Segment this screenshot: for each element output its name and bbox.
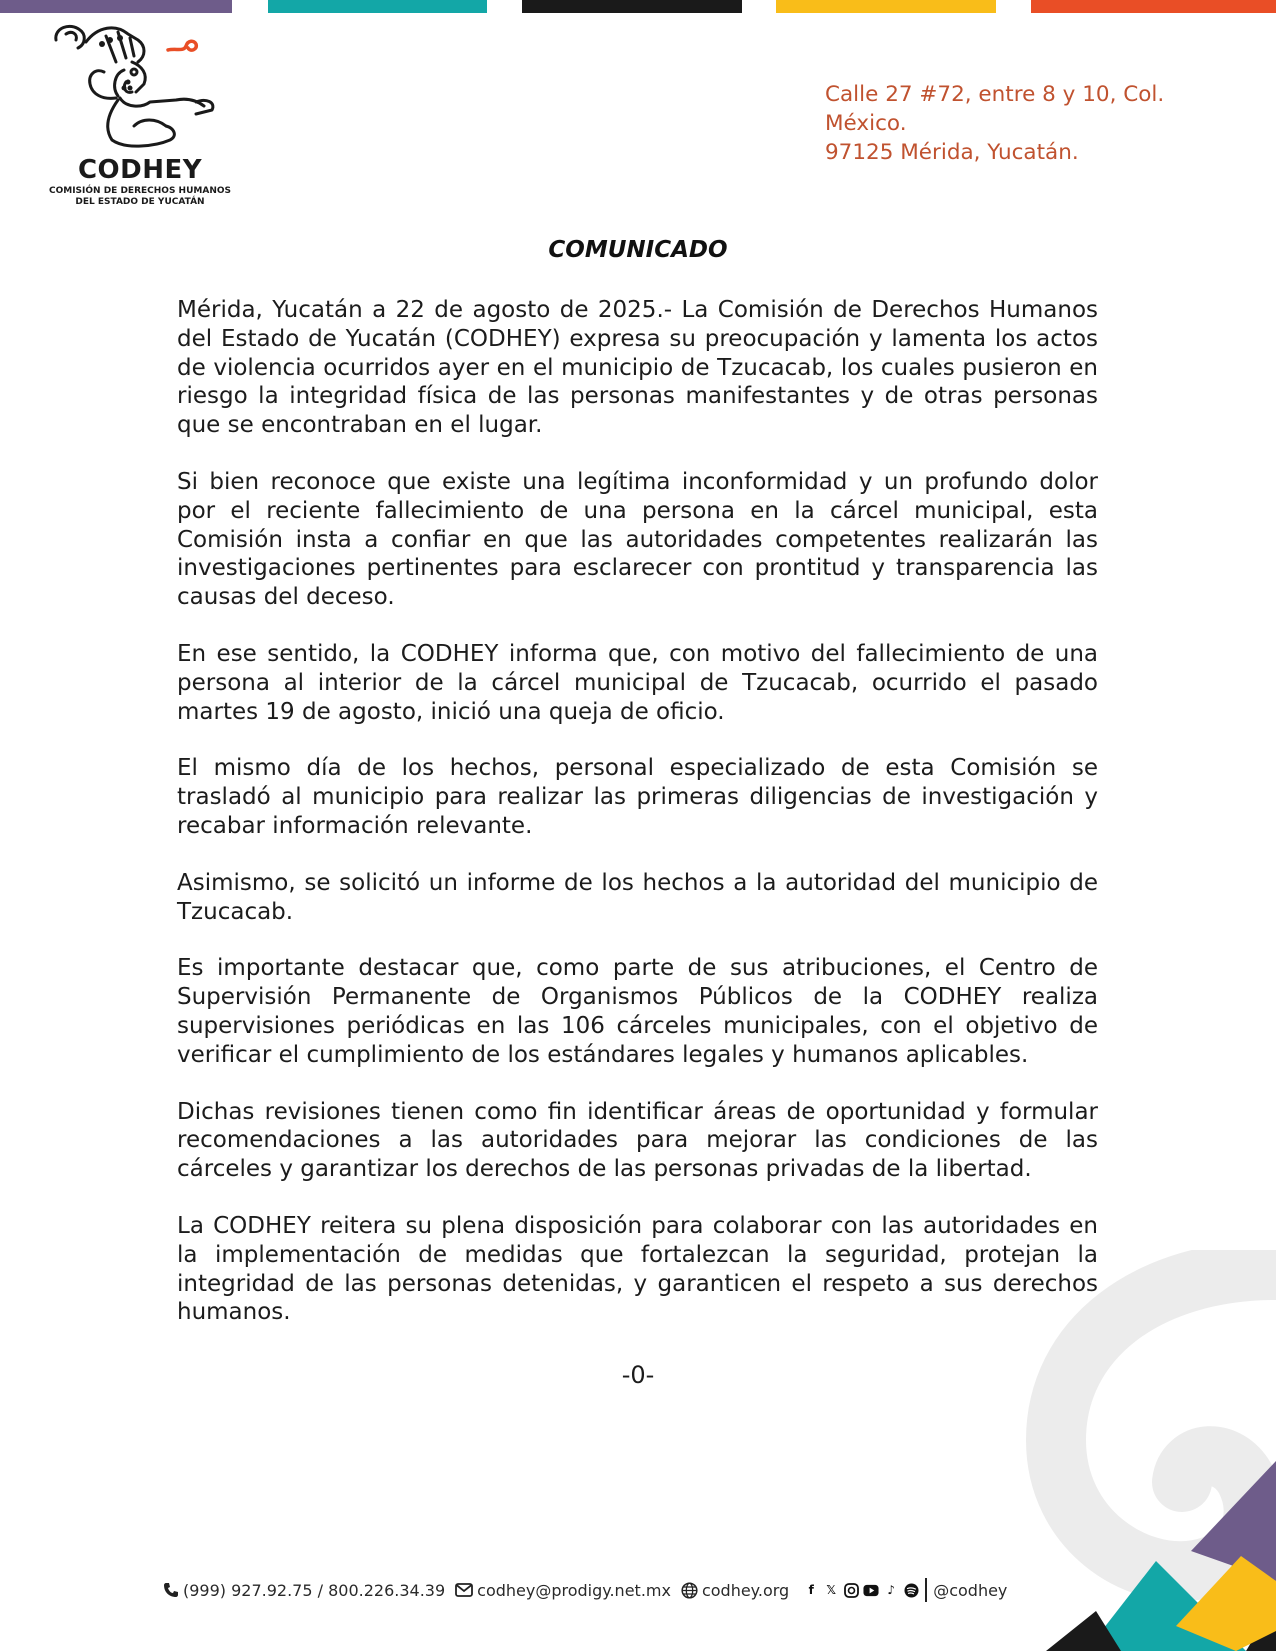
paragraph-4: El mismo día de los hechos, personal especializado de esta Comisión se trasladó al municipio para realizar las primeras diligencias de investigación y recabar información relevante. bbox=[177, 755, 1098, 839]
phone-numbers: (999) 927.92.75 / 800.226.34.39 bbox=[183, 1580, 446, 1600]
decorative-corner bbox=[946, 1451, 1276, 1651]
end-mark: -0- bbox=[621, 1361, 655, 1389]
document-title: COMUNICADO bbox=[548, 237, 728, 263]
brand-subtitle bbox=[40, 186, 240, 208]
youtube-icon[interactable] bbox=[863, 1582, 879, 1598]
facebook-icon[interactable]: f bbox=[808, 1583, 814, 1597]
footer-website[interactable] bbox=[681, 1581, 789, 1600]
spotify-icon[interactable] bbox=[903, 1582, 919, 1598]
mail-icon bbox=[455, 1583, 473, 1597]
tiktok-icon[interactable]: ♪ bbox=[887, 1583, 896, 1597]
paragraph-6: Es importante destacar que, como parte de sus atribuciones, el Centro de Supervisión Permanente de Organismos Públicos de la CODHEY realiza supervisiones periódicas en las 106 cárceles municipales, con el objetivo de verificar el cumplimiento de los estándares legales y humanos aplicables. bbox=[177, 955, 1098, 1068]
paragraph-3: En ese sentido, la CODHEY informa que, con motivo del fallecimiento de una persona al interior de la cárcel municipal de Tzucacab, ocurrido el pasado martes 19 de agosto, inició una queja de oficio. bbox=[177, 640, 1098, 725]
social-icons bbox=[803, 1582, 919, 1598]
footer-contact bbox=[163, 1578, 1007, 1602]
paragraph-2: Si bien reconoce que existe una legítima inconformidad y un profundo dolor por el reciente fallecimiento de una persona en la cárcel municipal, esta Comisión insta a confiar en que las autoridades competentes realizarán las investigaciones pertinentes para esclarecer con prontitud y transparencia las causas del deceso. bbox=[177, 468, 1098, 611]
phone-icon bbox=[163, 1582, 179, 1598]
social-handle[interactable]: @codhey bbox=[933, 1580, 1008, 1600]
address-block bbox=[825, 80, 1245, 167]
top-bar-black bbox=[522, 0, 742, 13]
website-url: codhey.org bbox=[701, 1580, 790, 1600]
address-line1: Calle 27 #72, entre 8 y 10, Col. México. bbox=[825, 82, 1165, 136]
paragraph-1: Mérida, Yucatán a 22 de agosto de 2025.- La Comisión de Derechos Humanos del Estado de Yucatán (CODHEY) expresa su preocupación y lamenta los actos de violencia ocurridos ayer en el municipio de Tzucacab, los cuales pusieron en riesgo la integridad física de las personas manifestantes y de otras personas que se encontraban en el lugar. bbox=[177, 297, 1098, 439]
brand-subtitle-line2: DEL ESTADO DE YUCATÁN bbox=[75, 197, 205, 207]
globe-icon bbox=[681, 1582, 698, 1599]
paragraph-5: Asimismo, se solicitó un informe de los hechos a la autoridad del municipio de Tzucacab. bbox=[177, 869, 1098, 925]
top-bar-teal bbox=[268, 0, 487, 13]
codhey-logo-figure bbox=[46, 22, 236, 152]
footer-email[interactable] bbox=[455, 1581, 671, 1600]
address-line2: 97125 Mérida, Yucatán. bbox=[825, 140, 1079, 165]
x-icon[interactable]: 𝕏 bbox=[826, 1583, 837, 1597]
document-body bbox=[177, 296, 1098, 1355]
brand-name: CODHEY bbox=[77, 155, 203, 185]
brand-subtitle-line1: COMISIÓN DE DERECHOS HUMANOS bbox=[49, 186, 231, 196]
footer-phone[interactable] bbox=[163, 1581, 445, 1600]
top-bar-yellow bbox=[776, 0, 996, 13]
instagram-icon[interactable] bbox=[843, 1582, 859, 1598]
paragraph-8: La CODHEY reitera su plena disposición para colaborar con las autoridades en la implementación de medidas que fortalezcan la seguridad, protejan la integridad de las personas detenidas, y garanticen el respeto a sus derechos humanos. bbox=[177, 1212, 1098, 1326]
paragraph-7: Dichas revisiones tienen como fin identificar áreas de oportunidad y formular recomendaciones a las autoridades para mejorar las condiciones de las cárceles y garantizar los derechos de las personas privadas de la libertad. bbox=[177, 1098, 1098, 1183]
top-bar-purple bbox=[0, 0, 232, 13]
top-bar-orange bbox=[1031, 0, 1276, 13]
email-address: codhey@prodigy.net.mx bbox=[477, 1580, 671, 1600]
footer-divider bbox=[925, 1578, 927, 1602]
